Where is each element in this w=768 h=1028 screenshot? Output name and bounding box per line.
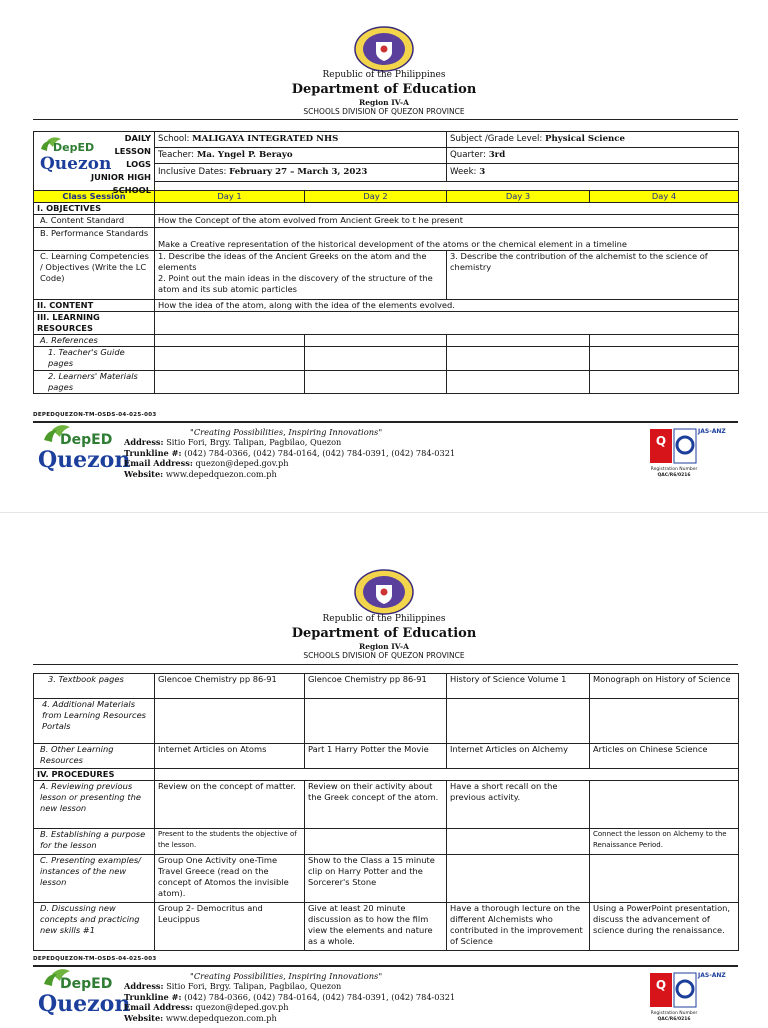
svg-text:Registration Number: Registration Number [650,1011,698,1016]
other-day2: Part 1 Harry Potter the Movie [305,744,447,769]
discussing-day4: Using a PowerPoint presentation, discuss the advancement of science during the renaissance. [590,903,739,951]
textbook-day2: Glencoe Chemistry pp 86-91 [305,674,447,699]
week-cell: Week: 3 [447,164,739,182]
discussing-label: D. Discussing new concepts and practicing new skills #1 [34,903,155,951]
review-day4 [590,781,739,829]
motto-text: "Creating Possibilities, Inspiring Innovations" [190,971,383,981]
empty-cell [590,371,739,394]
discussing-day2: Give at least 20 minute discussion as to how the film view the elements and nature as a whole. [305,903,447,951]
division-text: SCHOOLS DIVISION OF QUEZON PROVINCE [303,651,465,660]
iso-certification-badge-icon [650,423,730,479]
day-2-header: Day 2 [305,191,447,203]
competencies-day12: 1. Describe the ideas of the Ancient Greeks on the atom and the elements 2. Point out the main ideas in the discovery of the structure of the atom and its sub atomic particles [155,251,447,300]
textbook-day1: Glencoe Chemistry pp 86-91 [155,674,305,699]
empty-cell [447,335,590,347]
purpose-day1: Present to the students the objective of the lesson. [155,829,305,855]
references-label: A. References [34,335,155,347]
empty-cell [155,335,305,347]
textbook-day4: Monograph on History of Science [590,674,739,699]
empty-cell [447,347,590,371]
performance-standard-label: B. Performance Standards [34,228,155,251]
svg-text:Quezon: Quezon [38,447,131,473]
spacer-cell [155,182,739,191]
discussing-day3: Have a thorough lecture on the different Alchemists who contributed in the improvement of Science [447,903,590,951]
department-title: Department of Education [291,626,477,641]
region-text: Region IV-A [359,642,409,651]
objectives-heading: I. OBJECTIVES [34,203,155,215]
dates-cell: Inclusive Dates: February 27 – March 3, 2023 [155,164,447,182]
lesson-log-table [33,131,739,394]
empty-cell [590,347,739,371]
examples-day2: Show to the Class a 15 minute clip on Harry Potter and the Sorcerer's Stone [305,855,447,903]
page-1 [0,0,768,512]
purpose-day3 [447,829,590,855]
empty-cell [155,203,739,215]
competencies-day34: 3. Describe the contribution of the alchemist to the science of chemistry [447,251,739,300]
empty-cell [447,371,590,394]
republic-text: Republic of the Philippines [322,614,446,624]
svg-text:Q: Q [655,434,667,448]
empty-cell [305,347,447,371]
discussing-day1: Group 2- Democritus and Leucippus [155,903,305,951]
content-heading: II. CONTENT [34,300,155,312]
department-title: Department of Education [291,82,477,97]
day-4-header: Day 4 [590,191,739,203]
examples-day1: Group One Activity one-Time Travel Greece (read on the concept of Atomos the invisible atom). [155,855,305,903]
day-3-header: Day 3 [447,191,590,203]
review-day1: Review on the concept of matter. [155,781,305,829]
review-day2: Review on their activity about the Greek concept of the atom. [305,781,447,829]
class-session-header: Class Session [34,191,155,203]
footer-divider [33,421,738,423]
empty-cell [155,347,305,371]
empty-cell [447,699,590,744]
document-code: DEPEDQUEZON-TM-OSDS-04-025-003 [33,412,157,418]
deped-quezon-footer-logo-icon [36,966,131,1028]
contact-block: Address: Sitio Fori, Brgy. Talipan, Pagbilao, Quezon Trunkline #: (042) 784-0366, (042) 784-0164, (042) 784-0391, (042) 784-0321 Email Address: quezon@deped.gov.ph Website: www.depedquezon.com.ph [124,437,456,479]
purpose-day4: Connect the lesson on Alchemy to the Renaissance Period. [590,829,739,855]
subject-cell: Subject /Grade Level: Physical Science [447,132,739,148]
iso-certification-badge-icon [650,967,730,1023]
purpose-label: B. Establishing a purpose for the lesson [34,829,155,855]
empty-cell [155,312,739,335]
learners-materials-label: 2. Learners' Materials pages [34,371,155,394]
other-day3: Internet Articles on Alchemy [447,744,590,769]
footer-divider [33,965,738,967]
empty-cell [590,699,739,744]
contact-block: Address: Sitio Fori, Brgy. Talipan, Pagbilao, Quezon Trunkline #: (042) 784-0366, (042) 784-0164, (042) 784-0391, (042) 784-0321 Email Address: quezon@deped.gov.ph Website: www.depedquezon.com.ph [124,981,456,1023]
logo-line1: DepED [53,141,95,154]
empty-cell [305,371,447,394]
header-divider [33,664,738,665]
document-code: DEPEDQUEZON-TM-OSDS-04-025-003 [33,956,157,962]
school-cell: School: MALIGAYA INTEGRATED NHS [155,132,447,148]
other-day1: Internet Articles on Atoms [155,744,305,769]
examples-day3 [447,855,590,903]
competencies-label: C. Learning Competencies / Objectives (Write the LC Code) [34,251,155,300]
empty-cell [155,371,305,394]
review-day3: Have a short recall on the previous activity. [447,781,590,829]
region-text: Region IV-A [359,98,409,107]
learning-resources-heading: III. LEARNING RESOURCES [34,312,155,335]
svg-text:QAC/R6/0216: QAC/R6/0216 [657,473,691,478]
reviewing-label: A. Reviewing previous lesson or presenting the new lesson [34,781,155,829]
svg-text:Q: Q [655,978,667,992]
deped-seal-icon [354,569,414,615]
content-standard-label: A. Content Standard [34,215,155,228]
svg-text:JAS-ANZ: JAS-ANZ [698,428,726,435]
teachers-guide-label: 1. Teacher's Guide pages [34,347,155,371]
purpose-day2 [305,829,447,855]
textbook-label: 3. Textbook pages [34,674,155,699]
empty-cell [305,699,447,744]
teacher-cell: Teacher: Ma. Yngel P. Berayo [155,148,447,164]
procedures-heading: IV. PROCEDURES [34,769,155,781]
day-1-header: Day 1 [155,191,305,203]
deped-seal-icon [354,26,414,72]
empty-cell [155,699,305,744]
svg-text:DepED: DepED [60,432,113,448]
svg-text:Quezon: Quezon [38,991,131,1017]
svg-text:JAS-ANZ: JAS-ANZ [698,972,726,979]
procedures-table [33,673,739,951]
motto-text: "Creating Possibilities, Inspiring Innovations" [190,427,383,437]
empty-cell [155,769,739,781]
republic-text: Republic of the Philippines [322,70,446,80]
other-day4: Articles on Chinese Science [590,744,739,769]
additional-materials-label: 4. Additional Materials from Learning Resources Portals [34,699,155,744]
log-title: DAILY LESSON LOGS JUNIOR HIGH SCHOOL [91,133,151,195]
quarter-cell: Quarter: 3rd [447,148,739,164]
log-title-cell [34,132,155,195]
svg-text:Registration Number: Registration Number [650,467,698,472]
content-value: How the idea of the atom, along with the idea of the elements evolved. [155,300,739,312]
svg-text:DepED: DepED [60,976,113,992]
page-2 [0,512,768,1024]
header-divider [33,119,738,120]
content-standard-value: How the Concept of the atom evolved from Ancient Greek to t he present [155,215,739,228]
empty-cell [590,335,739,347]
performance-standard-value: Make a Creative representation of the historical development of the atoms or the chemical element in a timeline [155,228,739,251]
other-resources-label: B. Other Learning Resources [34,744,155,769]
logo-line2: Quezon [40,154,112,174]
examples-day4 [590,855,739,903]
svg-text:QAC/R6/0216: QAC/R6/0216 [657,1017,691,1022]
textbook-day3: History of Science Volume 1 [447,674,590,699]
examples-label: C. Presenting examples/ instances of the new lesson [34,855,155,903]
empty-cell [305,335,447,347]
deped-quezon-footer-logo-icon [36,422,131,484]
division-text: SCHOOLS DIVISION OF QUEZON PROVINCE [303,107,465,116]
